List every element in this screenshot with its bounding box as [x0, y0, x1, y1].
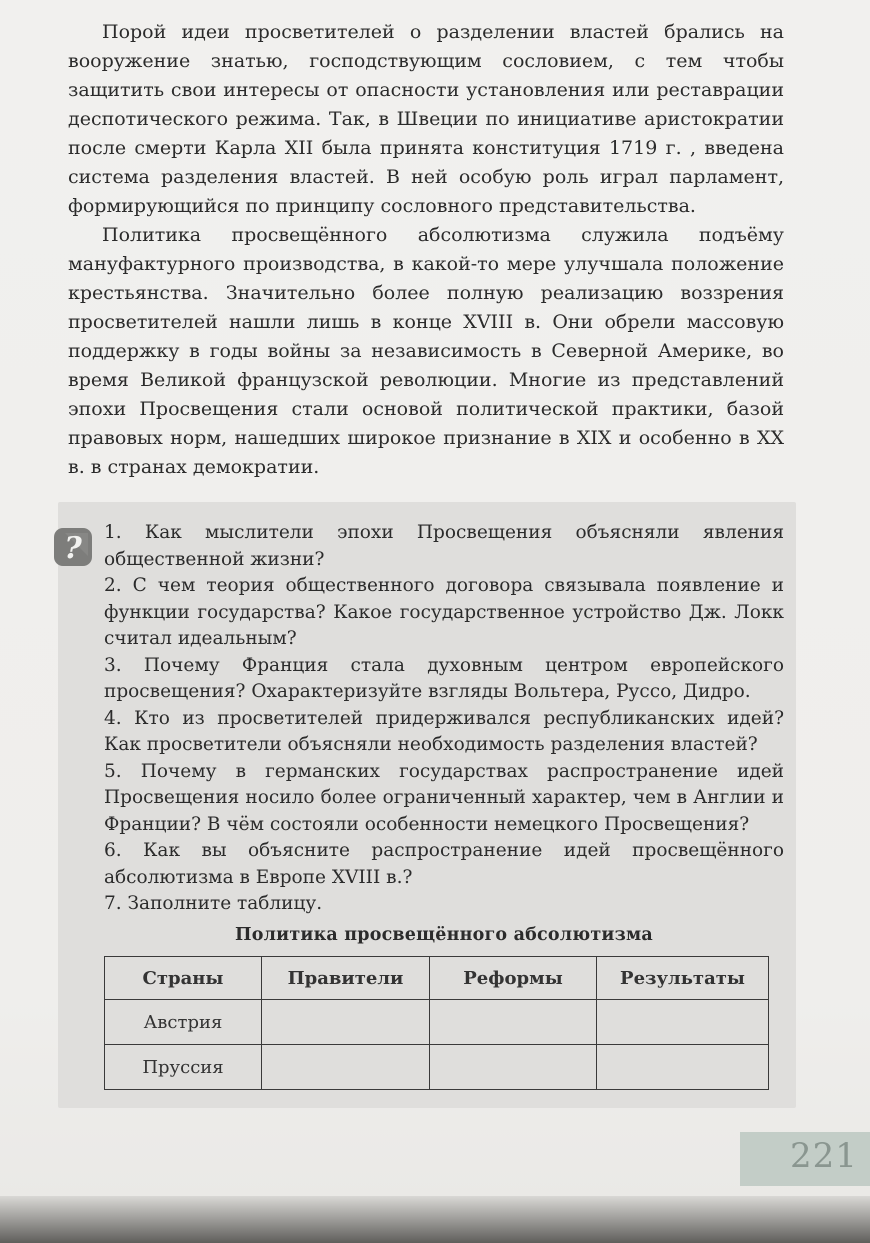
question-item: 5. Почему в германских государствах распространение идей Просвещения носило более ограниченный характер, чем в Англии и Франции? В чём состояли особенности немецкого Просвещения?: [104, 760, 784, 835]
question-item: 3. Почему Франция стала духовным центром европейского просвещения? Охарактеризуйте взгляды Вольтера, Руссо, Дидро.: [104, 654, 784, 702]
page-bottom-edge: [0, 1196, 870, 1243]
page-number: 221: [790, 1136, 858, 1176]
question-list: [104, 520, 784, 918]
absolutism-table: [104, 956, 769, 1090]
table-cell: [262, 1000, 430, 1045]
question-item: 1. Как мыслители эпохи Просвещения объясняли явления общественной жизни?: [104, 522, 784, 570]
table-cell: [430, 1045, 597, 1090]
question-item: 2. С чем теория общественного договора связывала появление и функции государства? Какое государственное устройство Дж. Локк считал идеальным?: [104, 575, 784, 649]
header-results: Результаты: [597, 957, 769, 1000]
header-countries: Страны: [105, 957, 262, 1000]
paragraph-enlightened-absolutism: Политика просвещённого абсолютизма служила подъёму мануфактурного производства, в какой-то мере улучшала положение крестьянства. Значительно более полную реализацию воззрения просветителей нашли лишь в конце XVIII в. Они обрели массовую поддержку в годы войны за независимость в Северной Америке, во время Великой французской революции. Многие из представлений эпохи Просвещения стали основой политической практики, базой правовых норм, нашедших широкое признание в XIX и особенно в XX в. в странах демократии.: [68, 224, 784, 478]
table-cell-country: Пруссия: [105, 1045, 262, 1090]
table-row: [105, 1000, 769, 1045]
question-icon: [52, 524, 96, 568]
table-header-row: [105, 957, 769, 1000]
svg-text:?: ?: [64, 531, 82, 566]
paragraph-separation-of-powers: Порой идеи просветителей о разделении властей брались на вооружение знатью, господствующим сословием, с тем чтобы защитить свои интересы от опасности установления или реставрации деспотического режима. Так, в Швеции по инициативе аристократии после смерти Карла XII была принята конституция 1719 г. , введена система разделения властей. В ней особую роль играл парламент, формирующийся по принципу сословного представительства.: [68, 21, 784, 217]
table-cell: [430, 1000, 597, 1045]
header-rulers: Правители: [262, 957, 430, 1000]
table-cell: [597, 1000, 769, 1045]
question-item: 6. Как вы объясните распространение идей просвещённого абсолютизма в Европе XVIII в.?: [104, 840, 784, 888]
header-reforms: Реформы: [430, 957, 597, 1000]
question-item: 4. Кто из просветителей придерживался республиканских идей? Как просветители объясняли необходимость разделения властей?: [104, 707, 784, 755]
question-item: 7. Заполните таблицу.: [104, 893, 323, 914]
table-cell: [262, 1045, 430, 1090]
table-row: [105, 1045, 769, 1090]
table-cell-country: Австрия: [105, 1000, 262, 1045]
table-title: Политика просвещённого абсолютизма: [235, 925, 653, 945]
table-cell: [597, 1045, 769, 1090]
